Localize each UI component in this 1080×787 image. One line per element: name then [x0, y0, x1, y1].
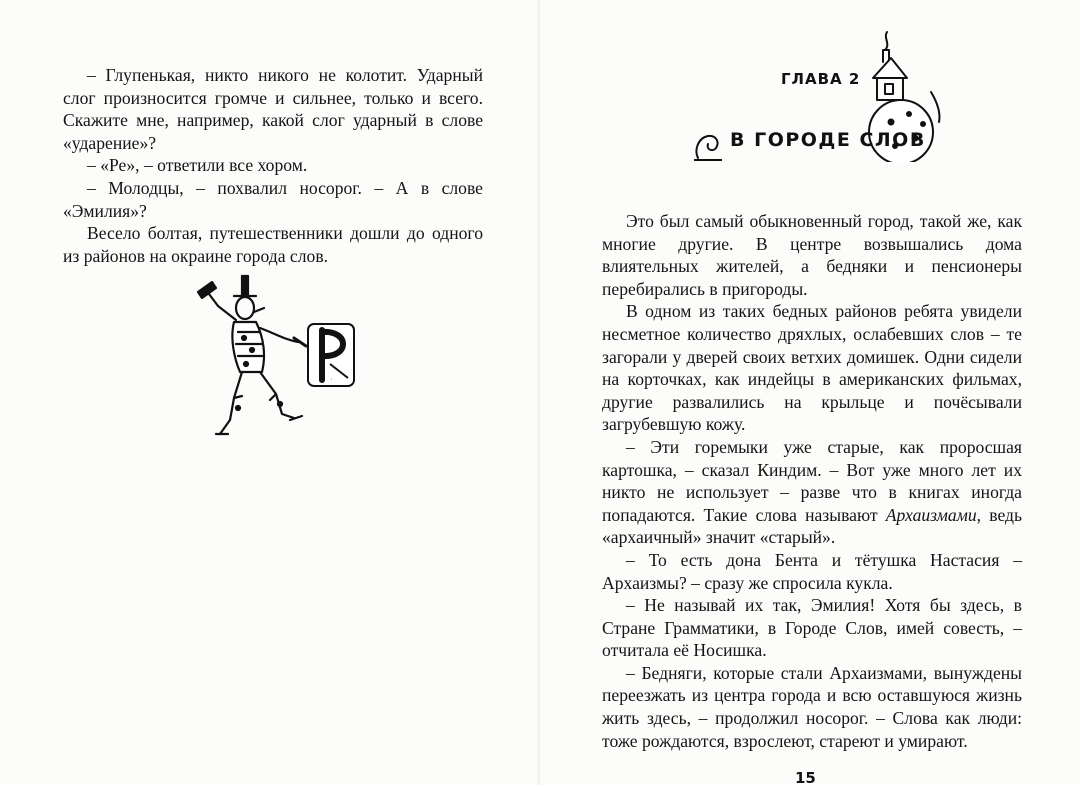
swirl-ornament	[692, 124, 732, 164]
right-page	[540, 0, 1080, 785]
paragraph	[602, 436, 1022, 549]
illustration-letter: Р	[331, 379, 333, 381]
chapter-label: ГЛАВА 2	[781, 70, 861, 88]
paragraph: – «Ре», – ответили все хором.	[87, 155, 308, 176]
paragraph: – Глупенькая, никто никого не колотит. Ударный слог произносится громче и сильнее, только и всего. Скажите мне, например, какой слог ударный в слове «ударение»?	[63, 65, 483, 153]
paragraph: Это был самый обыкновенный город, такой же, как многие другие. В центре возвышались дома влиятельных жителей, а бедняки и пенсионеры перебирались в пригороды.	[602, 211, 1022, 299]
left-page-text	[63, 64, 483, 267]
paragraph: – Не называй их так, Эмилия! Хотя бы здесь, в Стране Грамматики, в Городе Слов, имей совесть, – отчитала её Носишка.	[602, 595, 1022, 661]
jester-illustration	[190, 268, 370, 440]
paragraph: – Молодцы, – похвалил носорог. – А в слове «Эмилия»?	[63, 177, 483, 221]
left-page	[0, 0, 540, 785]
paragraph: В одном из таких бедных районов ребята увидели несметное количество дряхлых, ослабевших слов – те загорали у дверей своих ветхих домишек. Одни сидели на корточках, как индейцы в американских фильмах, другие развалились на крыльце и почёсывали загрубевшую кожу.	[602, 301, 1022, 435]
paragraph: – То есть дона Бента и тётушка Настасия – Архаизмы? – сразу же спросила кукла.	[602, 549, 1022, 593]
paragraph-text: – Эти горемыки уже старые, как проросшая картошка, – сказал Киндим. – Вот уже много лет их никто не использует – разве что в книгах иногда попадаются. Такие слова называют	[602, 436, 1022, 525]
right-page-text	[602, 210, 1022, 752]
paragraph-text: , ведь «архаичный» значит «старый».	[602, 504, 1022, 548]
italic-term: Архаизмами	[885, 504, 977, 525]
paragraph: Весело болтая, путешественники дошли до одного из районов на окраине города слов.	[63, 223, 483, 266]
chapter-title: В ГОРОДЕ СЛОВ	[730, 129, 926, 151]
page-number: 15	[795, 769, 816, 787]
paragraph: – Бедняги, которые стали Архаизмами, вынуждены переезжать из центра города и всю оставшуюся жизнь жить здесь, – продолжил носорог. – Слова как люди: тоже рождаются, взрослеют, стареют и умирают.	[602, 662, 1022, 751]
